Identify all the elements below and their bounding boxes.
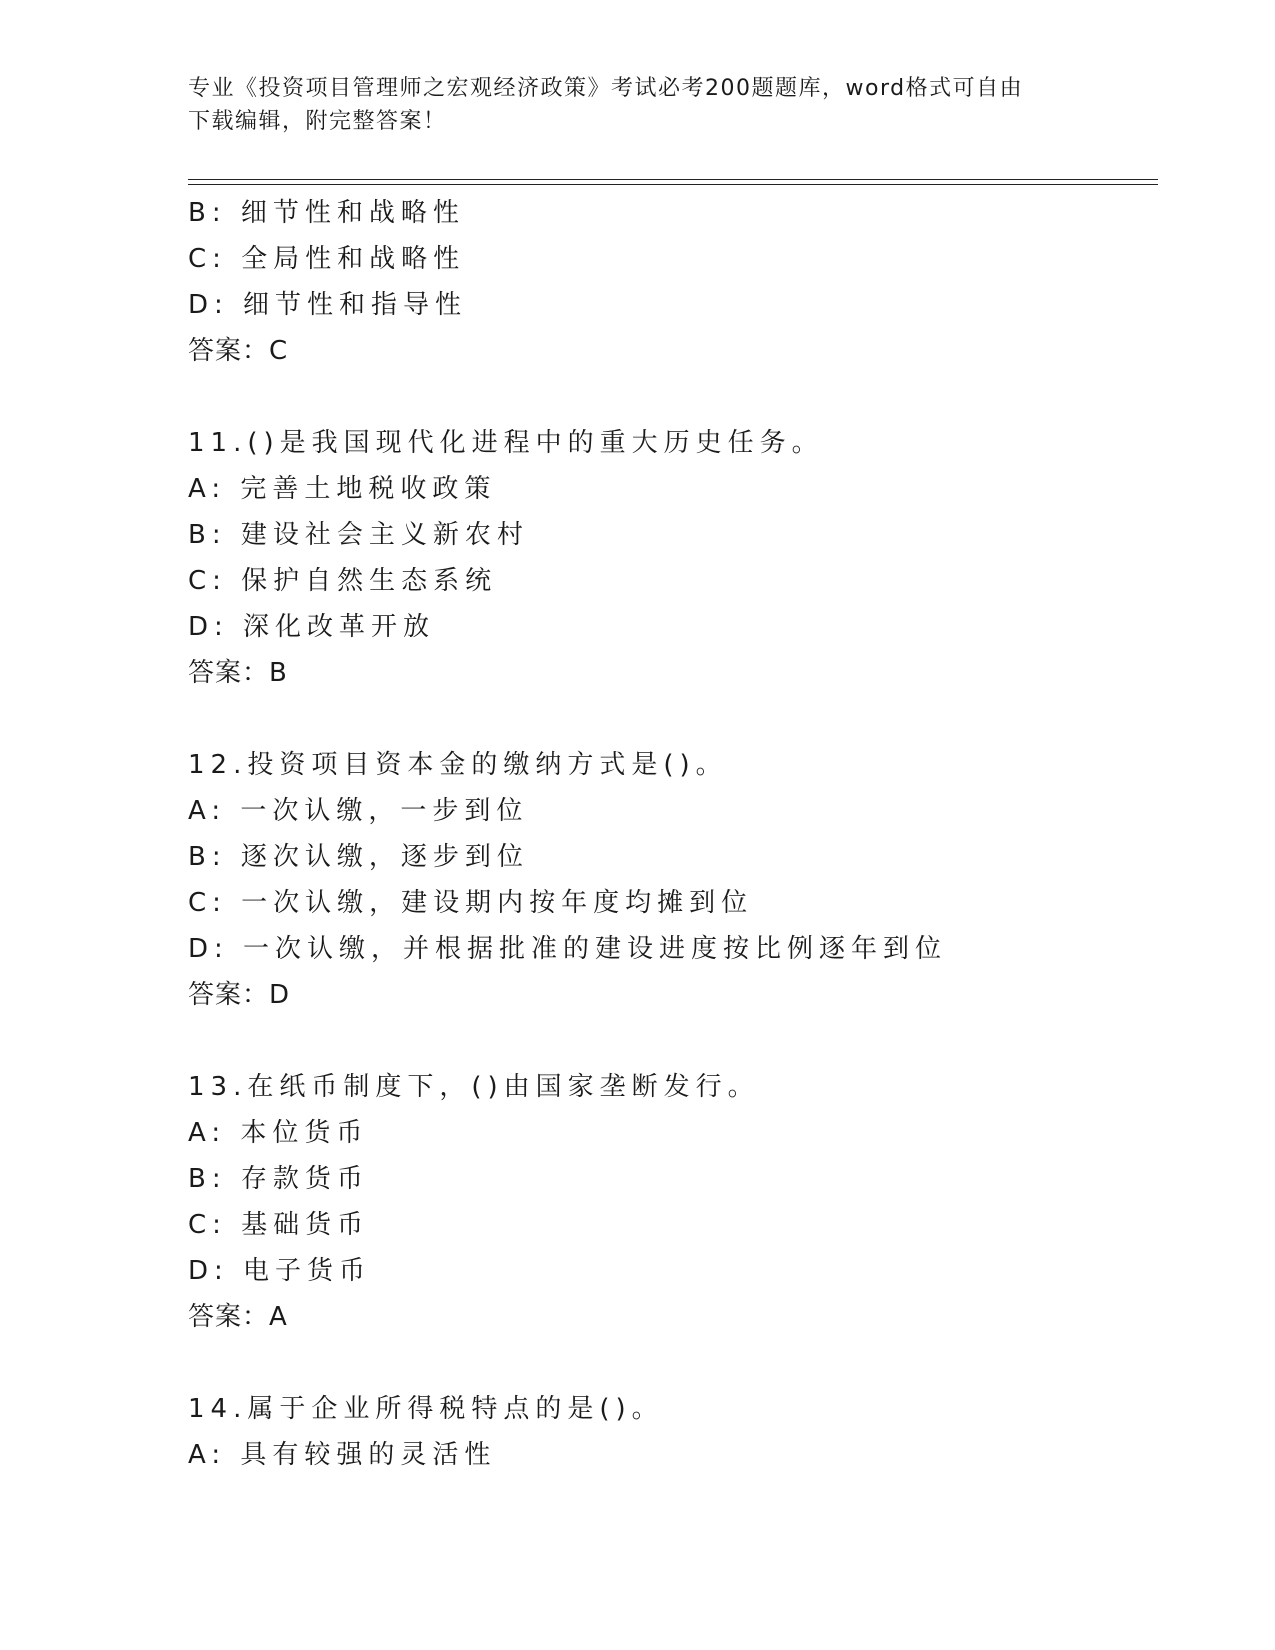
spacer [188, 696, 1158, 742]
question-stem: 12.投资项目资本金的缴纳方式是()。 [188, 750, 728, 780]
option-a: A: 本位货币 [188, 1118, 369, 1148]
option-d: D: 深化改革开放 [188, 612, 436, 642]
question-block-13 [188, 1064, 1158, 1340]
question-block-12 [188, 742, 1158, 1018]
question-stem: 11.()是我国现代化进程中的重大历史任务。 [188, 428, 824, 458]
answer: 答案：D [188, 980, 291, 1010]
question-list [188, 190, 1158, 1478]
spacer [188, 374, 1158, 420]
option-c: C: 保护自然生态系统 [188, 566, 498, 596]
spacer [188, 1340, 1158, 1386]
option-c: C: 全局性和战略性 [188, 244, 466, 274]
question-stem: 13.在纸币制度下，()由国家垄断发行。 [188, 1072, 760, 1102]
option-a: A: 完善土地税收政策 [188, 474, 497, 504]
option-b: B: 建设社会主义新农村 [188, 520, 529, 550]
option-d: D: 一次认缴，并根据批准的建设进度按比例逐年到位 [188, 934, 948, 964]
header-line-1: 专业《投资项目管理师之宏观经济政策》考试必考200题题库，word格式可自由 [188, 76, 1024, 101]
option-d: D: 电子货币 [188, 1256, 372, 1286]
option-a: A: 具有较强的灵活性 [188, 1440, 497, 1470]
header-line-2: 下载编辑，附完整答案！ [188, 109, 447, 134]
option-b: B: 存款货币 [188, 1164, 369, 1194]
question-block-continued [188, 190, 1158, 374]
question-block-14 [188, 1386, 1158, 1478]
question-stem: 14.属于企业所得税特点的是()。 [188, 1394, 664, 1424]
option-b: B: 逐次认缴，逐步到位 [188, 842, 529, 872]
answer: 答案：B [188, 658, 288, 688]
document-header [188, 72, 1088, 138]
question-block-11 [188, 420, 1158, 696]
option-b: B: 细节性和战略性 [188, 198, 465, 228]
option-c: C: 一次认缴，建设期内按年度均摊到位 [188, 888, 754, 918]
option-c: C: 基础货币 [188, 1210, 370, 1240]
answer: 答案：C [188, 336, 289, 366]
option-d: D: 细节性和指导性 [188, 290, 468, 320]
answer: 答案：A [188, 1302, 288, 1332]
option-a: A: 一次认缴，一步到位 [188, 796, 529, 826]
spacer [188, 1018, 1158, 1064]
header-divider-bottom [188, 184, 1158, 185]
header-divider-top [188, 179, 1158, 180]
